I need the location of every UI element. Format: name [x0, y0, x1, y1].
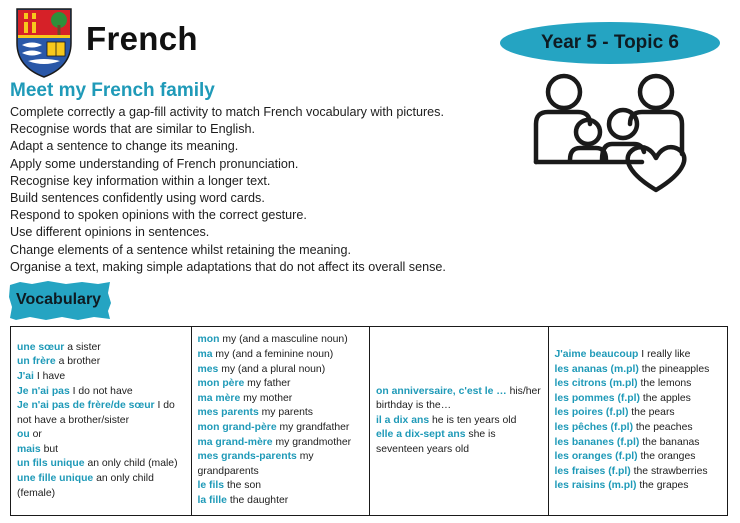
- vocab-column-siblings: [11, 327, 191, 515]
- vocab-entry: [17, 355, 185, 370]
- vocab-french: les poires (f.pl): [554, 407, 629, 419]
- objective-item: Use different opinions in sentences.: [10, 225, 210, 240]
- vocab-english: a sister: [67, 341, 101, 353]
- vocab-french: un fils unique: [17, 458, 85, 470]
- vocab-french: ou: [17, 429, 30, 441]
- vocab-french: mes parents: [197, 407, 259, 419]
- vocab-english: the peaches: [635, 422, 693, 433]
- vocab-french: on anniversaire, c'est le …: [376, 385, 507, 397]
- vocab-entry: [198, 406, 364, 421]
- vocab-entry: [17, 443, 185, 458]
- vocab-entry: [376, 385, 542, 414]
- objective-item: Recognise words that are similar to English.: [10, 122, 255, 137]
- vocab-french: J'aime beaucoup: [554, 349, 639, 361]
- vocab-french: ma mère: [197, 392, 241, 404]
- vocab-french: mais: [17, 443, 41, 455]
- vocab-french: mon père: [197, 378, 245, 390]
- vocab-entry: [198, 450, 364, 479]
- vocab-english: my (and a masculine noun): [222, 334, 348, 346]
- vocab-column-family: [191, 327, 370, 515]
- vocab-english: the strawberries: [633, 465, 708, 477]
- vocab-entry: [555, 377, 722, 392]
- vocab-french: mon: [197, 334, 220, 346]
- vocab-french: Je n'ai pas: [17, 385, 70, 397]
- vocab-english: the oranges: [640, 451, 696, 463]
- vocab-entry: [198, 392, 364, 407]
- vocab-french: mes grands-parents: [197, 451, 297, 463]
- section-heading: Meet my French family: [10, 80, 215, 101]
- vocab-english: a brother: [58, 356, 101, 368]
- topic-label: Year 5 - Topic 6: [541, 32, 679, 53]
- topic-badge: [500, 22, 720, 64]
- vocab-entry: [17, 457, 185, 472]
- vocab-english: he is ten years old: [432, 414, 517, 426]
- vocab-english: I really like: [641, 349, 691, 361]
- vocab-french: les ananas (m.pl): [554, 363, 639, 375]
- vocab-french: le fils: [197, 480, 225, 492]
- vocab-entry: [198, 333, 364, 348]
- vocab-entry: [555, 363, 722, 378]
- vocab-entry: [17, 428, 185, 443]
- vocab-french: les fraises (f.pl): [554, 465, 631, 477]
- objective-item: Build sentences confidently using word cards.: [10, 191, 265, 206]
- vocab-entry: [17, 472, 185, 501]
- vocab-english: my grandfather: [279, 422, 350, 433]
- vocab-english: but: [43, 443, 59, 455]
- vocab-english: my mother: [243, 392, 293, 404]
- family-heart-icon: [530, 72, 690, 196]
- vocab-english: my grandmother: [275, 436, 352, 448]
- vocab-english: I have: [36, 370, 66, 382]
- vocab-french: les pommes (f.pl): [554, 392, 640, 404]
- vocab-english: I do not have: [72, 385, 133, 397]
- vocab-english: an only child (male): [87, 458, 178, 470]
- vocab-english: my parents: [261, 407, 314, 419]
- objective-item: Complete correctly a gap-fill activity to match French vocabulary with pictures.: [10, 105, 444, 119]
- page-title: French: [86, 20, 198, 57]
- vocab-english: my (and a feminine noun): [215, 349, 334, 361]
- vocab-entry: [376, 428, 542, 457]
- objective-item: Recognise key information within a longer text.: [10, 173, 271, 188]
- vocab-french: J'ai: [17, 370, 34, 382]
- vocab-french: une sœur: [17, 341, 65, 353]
- vocab-english: the bananas: [642, 436, 700, 448]
- vocabulary-table: [10, 326, 728, 516]
- vocab-entry: [555, 421, 722, 436]
- vocab-english: his/her birthday is the…: [376, 385, 541, 412]
- vocab-entry: [17, 341, 185, 356]
- vocab-french: un frère: [17, 356, 56, 368]
- vocab-english: I do not have a brother/sister: [17, 400, 175, 426]
- objective-item: Organise a text, making simple adaptations that do not affect its overall sense.: [10, 259, 446, 274]
- vocab-french: une fille unique: [17, 473, 94, 485]
- vocab-column-age-birthday: [369, 327, 548, 515]
- vocab-french: les bananes (f.pl): [554, 436, 640, 448]
- vocabulary-label: Vocabulary: [16, 291, 102, 308]
- vocab-french: les pêches (f.pl): [554, 422, 634, 433]
- vocab-french: la fille: [197, 494, 227, 506]
- vocab-english: the pineapples: [641, 363, 710, 375]
- vocab-entry: [198, 494, 364, 509]
- vocab-entry: [17, 370, 185, 385]
- objective-item: Change elements of a sentence whilst retaining the meaning.: [10, 242, 351, 257]
- vocab-english: or: [32, 429, 42, 441]
- vocab-english: the pears: [631, 407, 675, 419]
- vocab-french: les raisins (m.pl): [554, 480, 637, 492]
- vocab-entry: [198, 436, 364, 451]
- vocab-entry: [198, 421, 364, 436]
- vocab-entry: [555, 348, 722, 363]
- vocab-english: my (and a plural noun): [221, 363, 326, 375]
- vocab-english: my father: [247, 378, 291, 390]
- vocab-entry: [555, 436, 722, 451]
- vocab-english: the grapes: [639, 480, 689, 492]
- vocab-entry: [555, 392, 722, 407]
- vocab-english: the apples: [642, 392, 691, 404]
- vocab-french: mon grand-père: [197, 422, 277, 433]
- vocab-english: she is seventeen years old: [376, 429, 496, 455]
- vocab-entry: [555, 450, 722, 465]
- vocab-column-fruits: [548, 327, 728, 515]
- vocab-entry: [376, 414, 542, 429]
- vocab-entry: [17, 385, 185, 400]
- vocab-entry: [198, 479, 364, 494]
- vocab-french: elle a dix-sept ans: [376, 429, 466, 441]
- vocab-french: mes: [197, 363, 219, 375]
- objective-item: Adapt a sentence to change its meaning.: [10, 139, 239, 154]
- vocab-entry: [17, 399, 185, 428]
- vocab-french: il a dix ans: [376, 414, 430, 426]
- vocab-entry: [198, 348, 364, 363]
- school-crest-icon: [14, 5, 74, 79]
- vocab-entry: [555, 406, 722, 421]
- vocab-entry: [555, 465, 722, 480]
- vocab-entry: [555, 479, 722, 494]
- objective-item: Apply some understanding of French pronunciation.: [10, 156, 299, 171]
- learning-objectives-list: [10, 104, 446, 276]
- vocab-english: the son: [226, 480, 262, 492]
- vocab-english: the lemons: [640, 378, 692, 390]
- objective-item: Respond to spoken opinions with the correct gesture.: [10, 208, 307, 223]
- vocab-english: an only child (female): [17, 473, 154, 499]
- vocab-french: Je n'ai pas de frère/de sœur: [17, 400, 155, 412]
- vocab-french: ma: [197, 349, 213, 361]
- vocab-english: the daughter: [229, 494, 289, 506]
- vocab-english: my grandparents: [197, 451, 314, 477]
- vocab-french: les citrons (m.pl): [554, 378, 638, 390]
- vocab-french: ma grand-mère: [197, 436, 273, 448]
- vocab-entry: [198, 363, 364, 378]
- vocab-entry: [198, 377, 364, 392]
- vocab-french: les oranges (f.pl): [554, 451, 638, 463]
